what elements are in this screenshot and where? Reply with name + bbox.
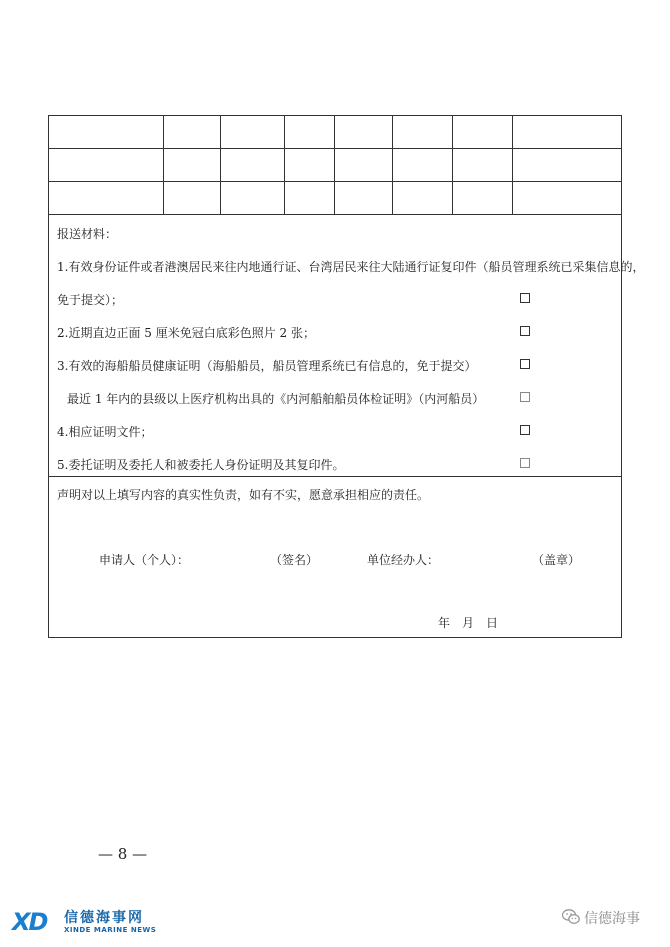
material-item-exam: 最近 1 年内的县级以上医疗机构出具的《内河船舶船员体检证明》（内河船员） (67, 392, 485, 406)
table-cell[interactable] (220, 149, 284, 182)
table-cell[interactable] (392, 149, 452, 182)
checkbox-authorization[interactable] (520, 458, 530, 468)
material-item-photo: 2.近期直边正面 5 厘米免冠白底彩色照片 2 张； (57, 326, 315, 340)
logo-mark: XD (12, 908, 47, 936)
material-item-id-cont: 免于提交）； (57, 293, 124, 307)
checkbox-photo[interactable] (520, 326, 530, 336)
date-label[interactable]: 年 月 日 (438, 616, 499, 630)
seal-label[interactable]: （盖章） (532, 553, 581, 567)
material-item-id: 1.有效身份证件或者港澳居民来往内地通行证、台湾居民来往大陆通行证复印件（船员管理系统已采集信息的， (57, 260, 645, 274)
agent-label: 单位经办人： (367, 553, 440, 567)
table-cell[interactable] (49, 149, 163, 182)
wechat-icon (562, 909, 580, 925)
table-row (49, 149, 621, 182)
materials-section (49, 215, 645, 477)
table-row (49, 182, 621, 215)
table-cell[interactable] (49, 182, 163, 215)
table-cell[interactable] (512, 116, 621, 149)
applicant-label: 申请人（个人）： (99, 553, 190, 567)
table-cell[interactable] (163, 182, 220, 215)
table-cell[interactable] (452, 182, 512, 215)
logo-english-text: XINDE MARINE NEWS (64, 926, 157, 934)
table-cell[interactable] (392, 182, 452, 215)
table-cell[interactable] (220, 182, 284, 215)
declaration-section (49, 476, 621, 638)
table-cell[interactable] (334, 182, 392, 215)
table-cell[interactable] (284, 116, 334, 149)
material-item-proof: 4.相应证明文件； (57, 425, 153, 439)
checkbox-exam[interactable] (520, 392, 530, 402)
table-cell[interactable] (220, 116, 284, 149)
info-grid (49, 116, 621, 215)
logo-chinese-text: 信德海事网 (64, 910, 144, 926)
signature-label[interactable]: （签名） (270, 553, 319, 567)
application-form (48, 115, 645, 638)
table-cell[interactable] (284, 149, 334, 182)
checkbox-health[interactable] (520, 359, 530, 369)
table-row (49, 116, 621, 149)
table-cell[interactable] (163, 116, 220, 149)
checkbox-id[interactable] (520, 293, 530, 303)
declaration-text: 声明对以上填写内容的真实性负责，如有不实，愿意承担相应的责任。 (57, 488, 430, 502)
table-cell[interactable] (452, 149, 512, 182)
wechat-text: 信德海事 (584, 911, 640, 927)
table-cell[interactable] (334, 116, 392, 149)
table-cell[interactable] (512, 182, 621, 215)
checkbox-proof[interactable] (520, 425, 530, 435)
page-number: — 8 — (98, 845, 148, 863)
xinde-logo (12, 905, 162, 939)
material-item-authorization: 5.委托证明及委托人和被委托人身份证明及其复印件。 (57, 458, 345, 472)
materials-title: 报送材料： (57, 227, 118, 241)
table-cell[interactable] (452, 116, 512, 149)
table-cell[interactable] (334, 149, 392, 182)
material-item-health: 3.有效的海船船员健康证明（海船船员，船员管理系统已有信息的，免于提交） (57, 359, 477, 373)
table-cell[interactable] (49, 116, 163, 149)
table-cell[interactable] (163, 149, 220, 182)
table-cell[interactable] (392, 116, 452, 149)
table-cell[interactable] (512, 149, 621, 182)
table-cell[interactable] (284, 182, 334, 215)
